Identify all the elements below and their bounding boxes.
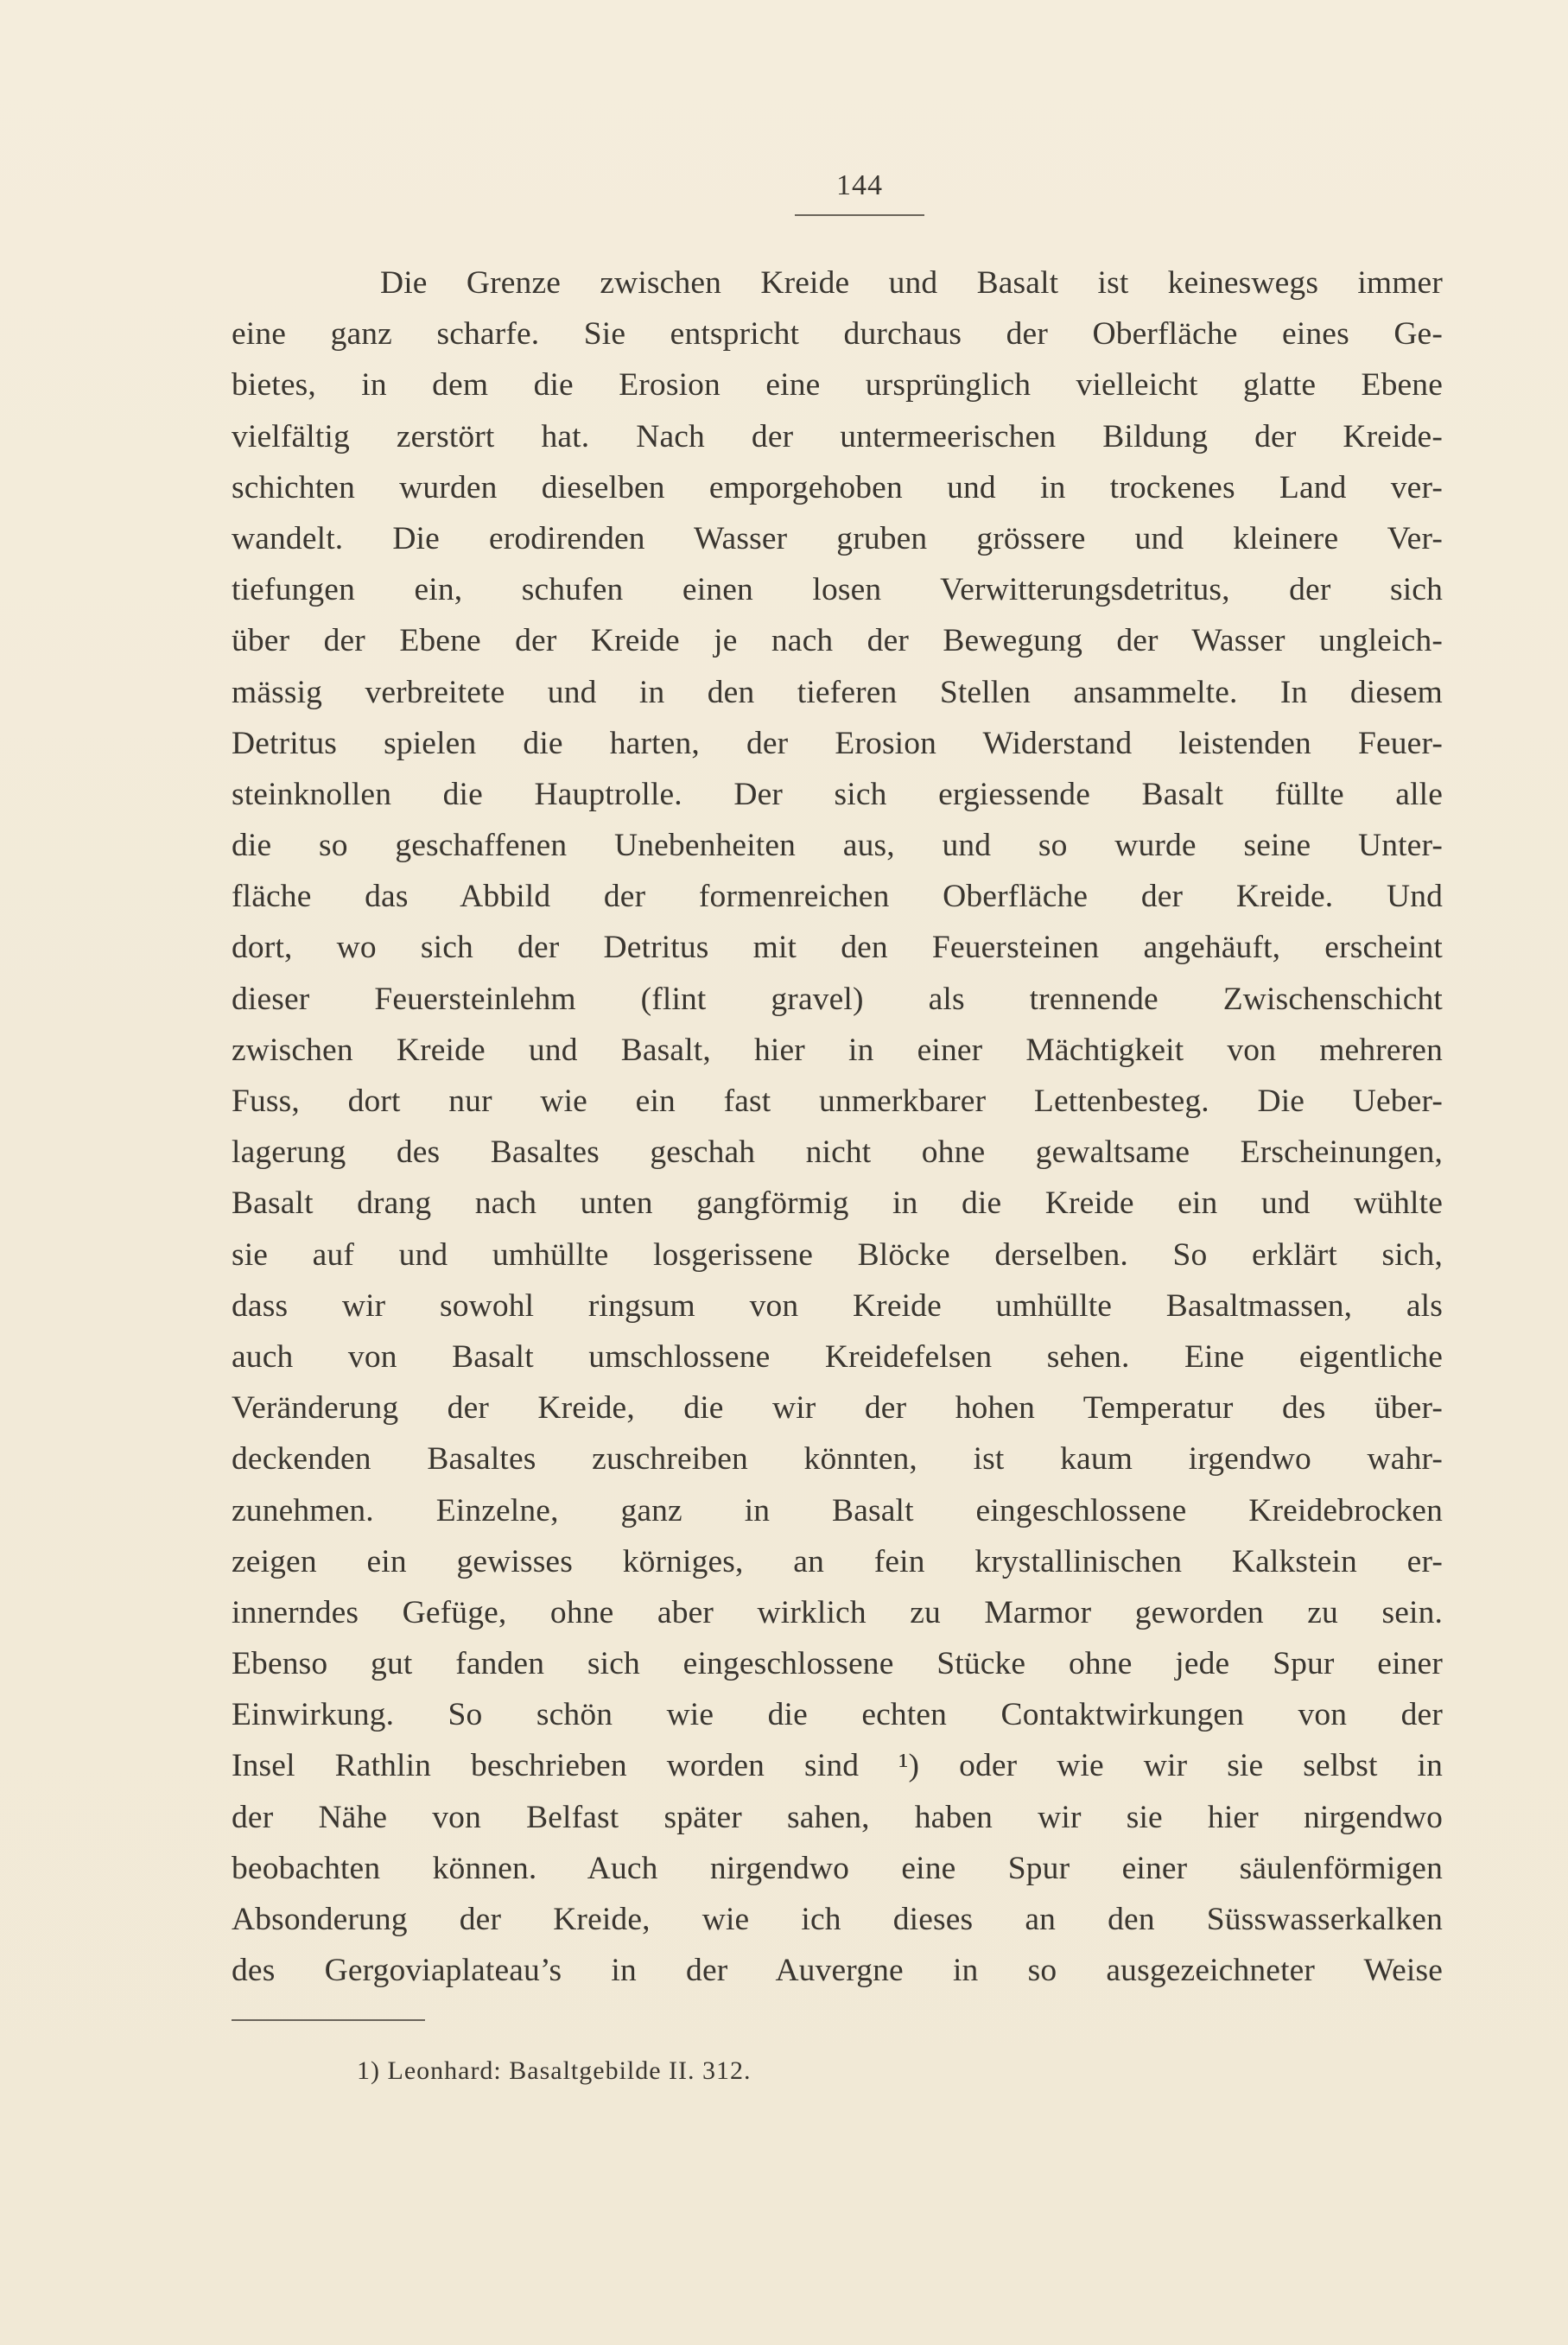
text-line: über der Ebene der Kreide je nach der Bewegung der Wasser ungleich- — [232, 623, 1443, 659]
text-line: der Nähe von Belfast später sahen, haben wir sie hier nirgendwo — [232, 1799, 1443, 1835]
text-line: lagerung des Basaltes geschah nicht ohne gewaltsame Erscheinungen, — [232, 1134, 1443, 1171]
text-line: fläche das Abbild der formenreichen Oberfläche der Kreide. Und — [232, 879, 1443, 915]
text-line: zunehmen. Einzelne, ganz in Basalt eingeschlossene Kreidebrocken — [232, 1492, 1443, 1528]
text-line: Fuss, dort nur wie ein fast unmerkbarer Lettenbesteg. Die Ueber- — [232, 1084, 1443, 1119]
text-line: des Gergoviaplateau’s in der Auvergne in so ausgezeichneter Weise — [232, 1953, 1443, 1989]
page-number: 144 — [836, 169, 883, 201]
text-line: Ebenso gut fanden sich eingeschlossene Stücke ohne jede Spur einer — [232, 1646, 1443, 1682]
text-line: Basalt drang nach unten gangförmig in die Kreide ein und wühlte — [232, 1185, 1443, 1222]
text-line: dass wir sowohl ringsum von Kreide umhüllte Basaltmassen, als — [232, 1287, 1443, 1324]
text-line: tiefungen ein, schufen einen losen Verwitterungsdetritus, der sich — [232, 572, 1443, 608]
text-line: dort, wo sich der Detritus mit den Feuersteinen angehäuft, erscheint — [232, 930, 1443, 966]
main-paragraph — [232, 257, 1443, 1996]
text-line: dieser Feuersteinlehm (flint gravel) als trennende Zwischenschicht — [232, 981, 1443, 1017]
text-line: beobachten können. Auch nirgendwo eine Spur einer säulenförmigen — [232, 1850, 1443, 1886]
text-line: Insel Rathlin beschrieben worden sind ¹) oder wie wir sie selbst in — [232, 1748, 1443, 1784]
footnote: 1) Leonhard: Basaltgebilde II. 312. — [357, 2056, 752, 2085]
text-line: Detritus spielen die harten, der Erosion Widerstand leistenden Feuer- — [232, 725, 1443, 761]
text-line: eine ganz scharfe. Sie entspricht durchaus der Oberfläche eines Ge- — [232, 316, 1443, 353]
text-line: schichten wurden dieselben emporgehoben und in trockenes Land ver- — [232, 469, 1443, 505]
text-line: Die Grenze zwischen Kreide und Basalt ist keineswegs immer — [380, 265, 1443, 301]
text-line: zwischen Kreide und Basalt, hier in einer Mächtigkeit von mehreren — [232, 1032, 1443, 1068]
text-line: sie auf und umhüllte losgerissene Blöcke derselben. So erklärt sich, — [232, 1236, 1443, 1273]
footnote-rule — [232, 2019, 425, 2021]
text-line: innerndes Gefüge, ohne aber wirklich zu Marmor geworden zu sein. — [232, 1594, 1443, 1630]
text-line: mässig verbreitete und in den tieferen Stellen ansammelte. In diesem — [232, 674, 1443, 710]
text-line: Veränderung der Kreide, die wir der hohen Temperatur des über- — [232, 1390, 1443, 1427]
text-line: steinknollen die Hauptrolle. Der sich ergiessende Basalt füllte alle — [232, 776, 1443, 812]
text-line: bietes, in dem die Erosion eine ursprünglich vielleicht glatte Ebene — [232, 367, 1443, 404]
text-line: Absonderung der Kreide, wie ich dieses an den Süsswasserkalken — [232, 1902, 1443, 1937]
text-line: auch von Basalt umschlossene Kreidefelsen sehen. Eine eigentliche — [232, 1338, 1443, 1375]
text-line: deckenden Basaltes zuschreiben könnten, ist kaum irgendwo wahr- — [232, 1441, 1443, 1478]
text-line: vielfältig zerstört hat. Nach der untermeerischen Bildung der Kreide- — [232, 418, 1443, 454]
text-line: Einwirkung. So schön wie die echten Contaktwirkungen von der — [232, 1697, 1443, 1733]
page-number-rule — [795, 214, 924, 216]
text-line: zeigen ein gewisses körniges, an fein krystallinischen Kalkstein er- — [232, 1543, 1443, 1579]
text-line: wandelt. Die erodirenden Wasser gruben grössere und kleinere Ver- — [232, 520, 1443, 556]
text-line: die so geschaffenen Unebenheiten aus, und so wurde seine Unter- — [232, 828, 1443, 864]
